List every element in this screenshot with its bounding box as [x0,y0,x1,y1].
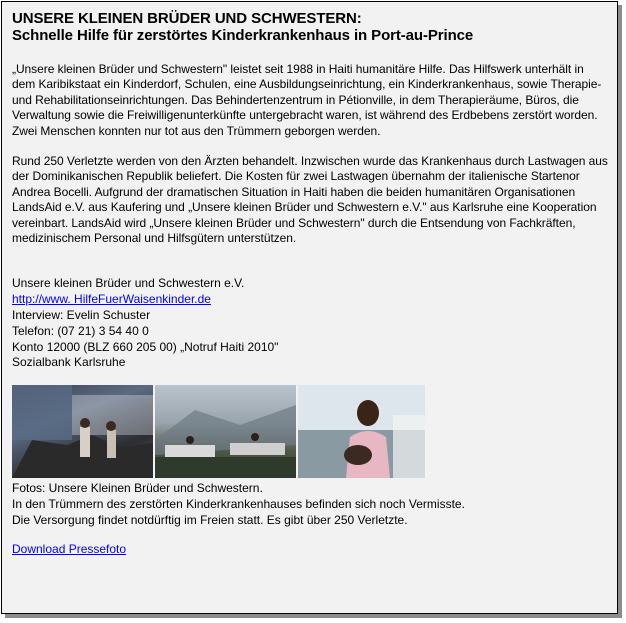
website-link[interactable]: http://www. HilfeFuerWaisenkinder.de [12,292,211,307]
photo-strip [12,385,610,478]
download-press-photo-link[interactable]: Download Pressefoto [12,542,127,557]
paragraph-details: Rund 250 Verletzte werden von den Ärzten behandelt. Inzwischen wurde das Krankenhaus durch Lastwagen aus der Dominikanischen Republik beliefert. Die Kosten für zwei Lastwagen übernahm der italienische Startenor Andrea Bocelli. Aufgrund der dramatischen Situation in Haiti haben die beiden humanitären Organisationen LandsAid e.V. aus Kaufering und „Unsere kleinen Brüder und Schwestern e.V." aus Karlsruhe eine Kooperation vereinbart. LandsAid wird „Unsere kleinen Brüder und Schwestern" durch die Entsendung von Fachkräften, medizinischem Personal und Hilfsgütern unterstützen. [12,154,608,246]
article-content [12,10,610,558]
contact-interview: Interview: Evelin Schuster [12,308,151,323]
contact-bank: Sozialbank Karlsruhe [12,355,126,370]
article-box [1,1,618,614]
contact-org: Unsere kleinen Brüder und Schwestern e.V. [12,276,245,291]
caption-line-2: Die Versorgung findet notdürftig im Freien statt. Es gibt über 250 Verletzte. [12,513,408,528]
caption-credit: Fotos: Unsere Kleinen Brüder und Schwestern. [12,481,263,496]
caption-line-1: In den Trümmern des zerstörten Kinderkrankenhauses befinden sich noch Vermisste. [12,497,465,512]
photo-caption [12,480,610,528]
contact-account: Konto 12000 (BLZ 660 205 00) „Notruf Haiti 2010" [12,339,279,354]
photo-outdoor-illustration [155,385,296,478]
photo-portrait-illustration [298,385,425,478]
photo-woman-child [298,385,425,478]
article-subtitle: Schnelle Hilfe für zerstörtes Kinderkrankenhaus in Port-au-Prince [12,27,474,44]
photo-rubble-illustration [12,385,153,478]
contact-phone: Telefon: (07 21) 3 54 40 0 [12,323,149,338]
photo-outdoor-care [155,385,296,478]
paragraph-intro: „Unsere kleinen Brüder und Schwestern" leistet seit 1988 in Haiti humanitäre Hilfe. Das Hilfswerk unterhält in dem Karibikstaat ein Kinderdorf, Schulen, eine Ausbildungseinrichtung, ein Kinderkrankenhaus, sowie Therapie- und Rehabilitationseinrichtungen. Das Behindertenzentrum in Pétionville, in dem Therapieräume, Büros, die Verwaltung sowie die Freiwilligenunterkünfte untergebracht waren, ist während des Erdbebens zerstört worden. Zwei Menschen konnten nur tot aus den Trümmern geborgen werden. [12,62,602,138]
photo-rubble [12,385,153,478]
contact-block [12,276,610,371]
article-title: UNSERE KLEINEN BRÜDER UND SCHWESTERN: [12,10,362,27]
